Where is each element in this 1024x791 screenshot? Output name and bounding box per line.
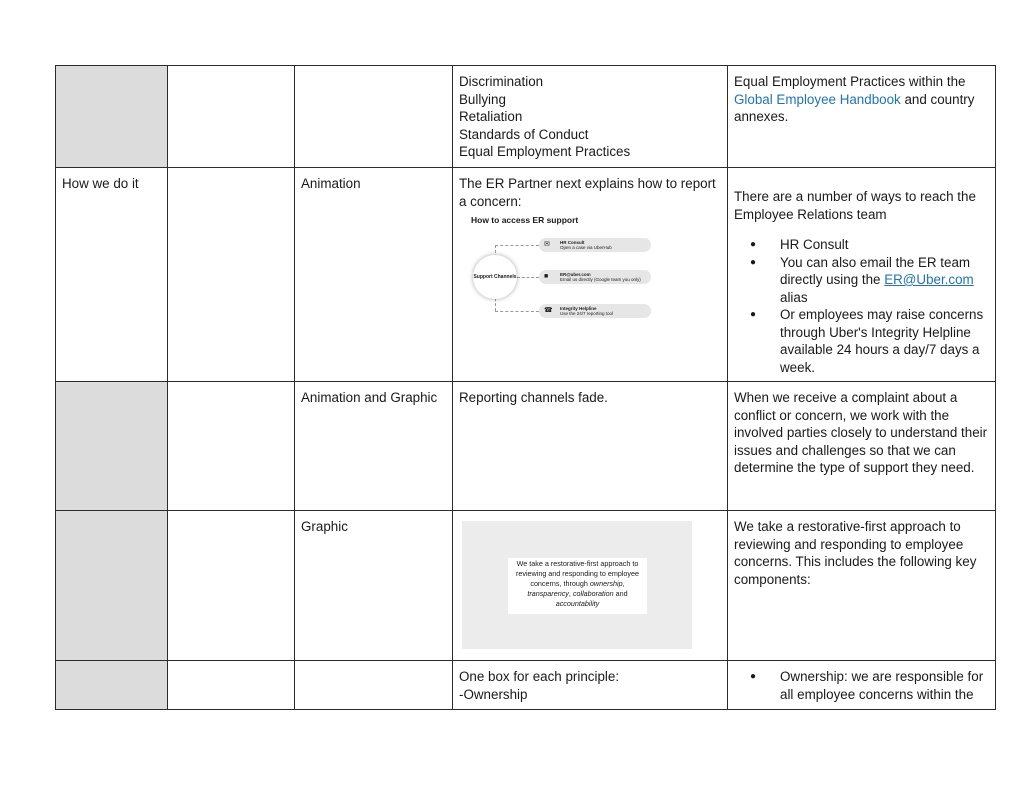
table-row <box>56 511 996 661</box>
section-cell <box>56 382 168 511</box>
voiceover-bullets <box>734 236 989 376</box>
visual-line: -Ownership <box>459 686 528 702</box>
card-emphasis: accountability <box>555 599 600 608</box>
channel-pill <box>539 270 651 284</box>
list-item <box>734 306 989 376</box>
channel-pill <box>539 238 651 252</box>
channel-title: HR Consult <box>560 240 585 245</box>
principles-card <box>508 558 647 614</box>
type-cell <box>295 66 453 168</box>
notes-cell <box>168 382 295 511</box>
card-emphasis: transparency <box>527 589 569 598</box>
voiceover-cell <box>728 66 996 168</box>
bullet-text: You can also email the ER team directly using the <box>780 254 971 287</box>
email-link[interactable]: ER@Uber.com <box>884 272 974 287</box>
card-emphasis: ownership <box>589 579 623 588</box>
handbook-link[interactable]: Global Employee Handbook <box>734 91 901 107</box>
list-item <box>734 254 989 307</box>
list-item <box>734 236 989 254</box>
notes-cell <box>168 168 295 382</box>
visual-line: Discrimination <box>459 74 544 89</box>
voiceover-cell <box>728 661 996 710</box>
visual-line: One box for each principle: <box>459 669 620 684</box>
voiceover-cell <box>728 168 996 382</box>
bullet-text: Or employees may raise concerns through Uber's Integrity Helpline available 24 hours a day/7 days a week. <box>780 307 984 375</box>
visual-text: The ER Partner next explains how to report a concern: <box>459 176 716 209</box>
channel-pill <box>539 304 651 318</box>
table-row <box>56 382 996 511</box>
support-channels-hub: Support Channels <box>473 255 517 299</box>
channel-subtitle: Use the 24/7 reporting tool <box>560 311 614 316</box>
type-cell: Animation <box>295 168 453 382</box>
visual-cell <box>453 66 728 168</box>
card-text: , <box>622 579 625 588</box>
storyboard-table <box>55 65 996 710</box>
notes-cell <box>168 511 295 661</box>
type-cell <box>295 661 453 710</box>
channel-subtitle: Open a case via UberHub <box>560 245 612 250</box>
voiceover-text: There are a number of ways to reach the Employee Relations team <box>734 189 976 222</box>
er-support-diagram <box>459 212 654 316</box>
card-emphasis: collaboration <box>572 589 614 598</box>
bullet-text: HR Consult <box>780 237 849 252</box>
card-text: and <box>613 589 628 598</box>
voiceover-text: and country annexes. <box>734 91 975 124</box>
visual-line: Bullying <box>459 91 506 107</box>
notes-cell <box>168 661 295 710</box>
visual-cell <box>453 168 728 382</box>
card-text: We take a restorative-first approach to reviewing and responding to employee concerns, through <box>515 559 640 588</box>
voiceover-cell: When we receive a complaint about a conflict or concern, we work with the involved parties closely to understand their issues and challenges so that we can determine the type of support they need. <box>728 382 996 511</box>
type-cell: Graphic <box>295 511 453 661</box>
visual-line: Standards of Conduct <box>459 126 589 142</box>
email-icon: ■ <box>544 273 549 280</box>
voiceover-bullets <box>734 668 989 703</box>
visual-cell: Reporting channels fade. <box>453 382 728 511</box>
visual-cell <box>453 511 728 661</box>
voiceover-cell: We take a restorative-first approach to reviewing and responding to employee concerns. This includes the following key components: <box>728 511 996 661</box>
type-cell: Animation and Graphic <box>295 382 453 511</box>
list-item <box>734 668 989 703</box>
table-row <box>56 661 996 710</box>
table-row <box>56 66 996 168</box>
channel-title: ER@uber.com <box>560 272 591 277</box>
diagram-title: How to access ER support <box>471 215 579 225</box>
section-cell: How we do it <box>56 168 168 382</box>
channel-title: Integrity Helpline <box>560 306 597 311</box>
connector-line <box>495 245 539 246</box>
bullet-text: Ownership: we are responsible for all employee concerns within the <box>780 669 984 702</box>
chat-icon: ✉ <box>544 241 550 248</box>
visual-line: Retaliation <box>459 109 523 124</box>
connector-line <box>495 311 539 312</box>
graphic-placeholder <box>462 521 692 649</box>
channel-subtitle: Email us directly (Google team you only) <box>560 277 641 282</box>
bullet-text: alias <box>780 289 808 305</box>
phone-icon: ☎ <box>544 307 553 314</box>
section-cell <box>56 661 168 710</box>
notes-cell <box>168 66 295 168</box>
card-text: , <box>568 589 573 598</box>
section-cell <box>56 511 168 661</box>
visual-line: Equal Employment Practices <box>459 144 631 159</box>
table-row <box>56 168 996 382</box>
section-cell <box>56 66 168 168</box>
connector-line <box>517 277 539 278</box>
voiceover-text: Equal Employment Practices within the <box>734 74 966 89</box>
visual-cell <box>453 661 728 710</box>
